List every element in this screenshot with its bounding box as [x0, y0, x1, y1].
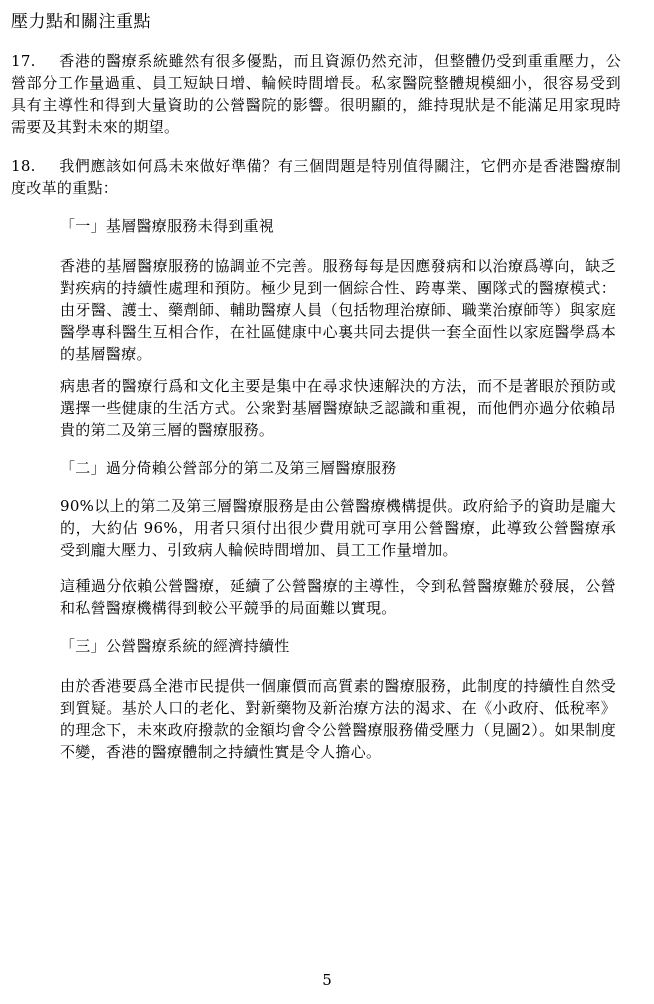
paragraph-17: [11, 50, 621, 138]
issue-1-paragraph-2: 病患者的醫療行爲和文化主要是集中在尋求快速解決的方法，而不是著眼於預防或選擇一些健康的生活方式。公衆對基層醫療缺乏認識和重視，而他們亦過分依賴昂貴的第二及第三層的醫療服務。: [60, 377, 616, 439]
issue-2-paragraph-2: 這種過分依賴公營醫療，延續了公營醫療的主導性，令到私營醫療難於發展，公營和私營醫療機構得到較公平競爭的局面難以實現。: [60, 577, 616, 617]
section-title: 壓力點和關注重點: [11, 12, 151, 32]
issue-2-paragraph-1: 90%以上的第二及第三層醫療服務是由公營醫療機構提供。政府給予的資助是龐大的，大約佔 96%，用者只須付出很少費用就可享用公營醫療，此導致公營醫療承受到龐大壓力、引致病人輪候時間增加、員工工作量增加。: [60, 497, 616, 559]
paragraph-text: 香港的醫療系統雖然有很多優點，而且資源仍然充沛，但整體仍受到重重壓力，公營部分工作量過重、員工短缺日增、輪候時間增長。私家醫院整體規模細小，很容易受到具有主導性和得到大量資助的公營醫院的影響。很明顯的，維持現狀是不能滿足用家現時需要及其對未來的期望。: [11, 52, 621, 136]
issue-2-heading: 「二」過分倚賴公營部分的第二及第三層醫療服務: [60, 459, 397, 477]
paragraph-text: 我們應該如何爲未來做好準備？有三個問題是特別值得關注，它們亦是香港醫療制度改革的重點：: [11, 157, 621, 197]
issue-3-paragraph-1: 由於香港要爲全港市民提供一個廉價而高質素的醫療服務，此制度的持續性自然受到質疑。基於人口的老化、對新藥物及新治療方法的渴求、在《小政府、低稅率》的理念下，未來政府撥款的金額均會令公營醫療服務備受壓力（見圖2）。如果制度不變，香港的醫療體制之持續性實是令人擔心。: [60, 677, 616, 761]
issue-1-paragraph-1: 香港的基層醫療服務的協調並不完善。服務每每是因應發病和以治療爲導向，缺乏對疾病的持續性處理和預防。極少見到一個綜合性、跨專業、團隊式的醫療模式：由牙醫、護士、藥劑師、輔助醫療人員（包括物理治療師、職業治療師等）與家庭醫學專科醫生互相合作，在社區健康中心裏共同去提供一套全面性以家庭醫學爲本的基層醫療。: [60, 257, 616, 363]
issue-3-heading: 「三」公營醫療系統的經濟持續性: [60, 637, 290, 655]
paragraph-number: 18.: [11, 157, 36, 175]
issue-1-heading: 「一」基層醫療服務未得到重視: [60, 217, 275, 235]
paragraph-18: [11, 155, 621, 199]
paragraph-number: 17.: [11, 52, 36, 70]
page-number: 5: [322, 971, 332, 989]
